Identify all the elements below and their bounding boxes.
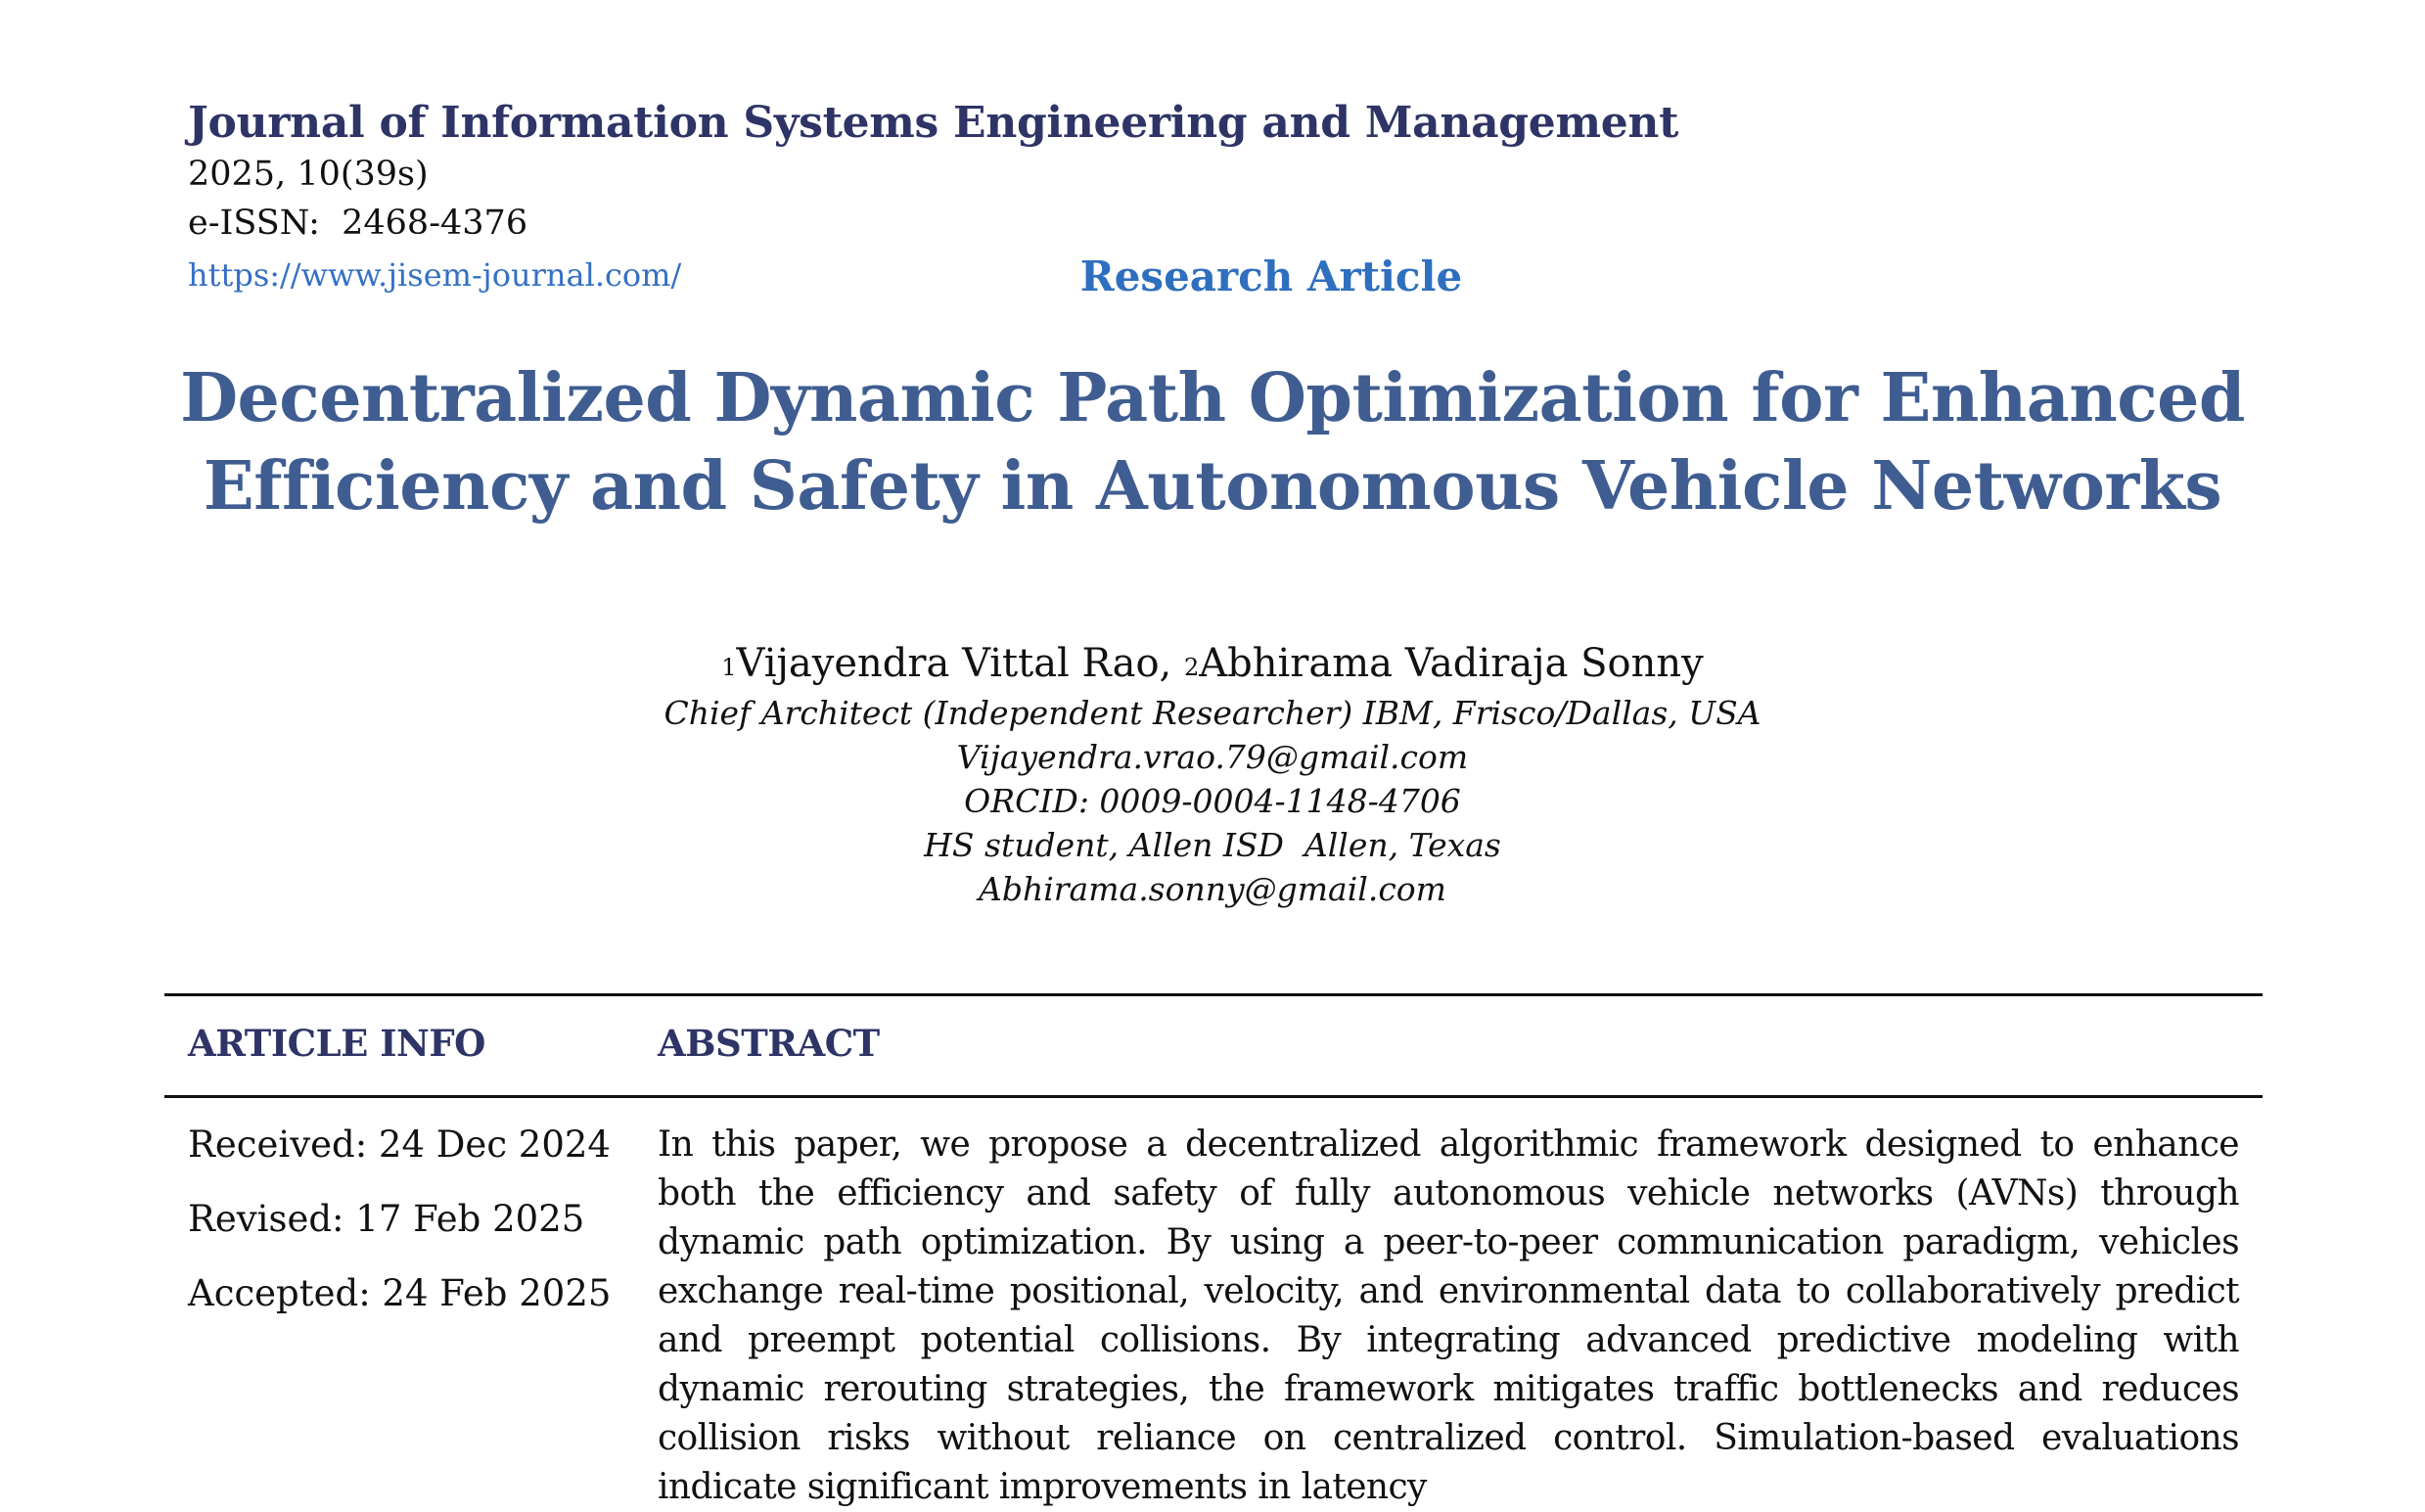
top-rule-divider bbox=[164, 993, 2263, 996]
paper-title-line-2: Efficiency and Safety in Autonomous Vehicle Networks bbox=[203, 447, 2222, 526]
author-2-name: Abhirama Vadiraja Sonny bbox=[1199, 641, 1704, 686]
accepted-date: Accepted: 24 Feb 2025 bbox=[188, 1272, 612, 1314]
journal-name: Journal of Information Systems Engineering and Management bbox=[188, 98, 1679, 148]
paper-title-line-1: Decentralized Dynamic Path Optimization for Enhanced bbox=[180, 359, 2245, 437]
journal-url-link[interactable]: https://www.jisem-journal.com/ bbox=[188, 256, 682, 294]
author-1-email[interactable]: Vijayendra.vrao.79@gmail.com bbox=[956, 738, 1469, 776]
abstract-heading: ABSTRACT bbox=[658, 1022, 880, 1065]
article-type-label: Research Article bbox=[1079, 252, 1463, 300]
author-2-mark: 2 bbox=[1183, 654, 1200, 681]
revised-date: Revised: 17 Feb 2025 bbox=[188, 1198, 585, 1240]
author-1-name: Vijayendra Vittal Rao, bbox=[736, 641, 1184, 686]
abstract-text: In this paper, we propose a decentralized algorithmic framework designed to enhance both the efficiency and safety of fully autonomous vehicle networks (AVNs) through dynamic path optimization. By using a peer-to-peer communication paradigm, vehicles exchange real-time positional, velocity, and environmental data to collaboratively predict and preempt potential collisions. By integrating advanced predictive modeling with dynamic rerouting strategies, the framework mitigates traffic bottlenecks and reduces collision risks without reliance on centralized control. Simulation-based evaluations indicate significant improvements in latency bbox=[658, 1124, 2239, 1507]
affiliation-1: Chief Architect (Independent Researcher) IBM, Frisco/Dallas, USA bbox=[663, 694, 1762, 732]
author-block bbox=[0, 636, 2425, 911]
article-info-heading: ARTICLE INFO bbox=[188, 1022, 485, 1065]
abstract-body bbox=[658, 1121, 2239, 1512]
affiliation-2: HS student, Allen ISD Allen, Texas bbox=[924, 826, 1501, 864]
author-1-orcid: ORCID: 0009-0004-1148-4706 bbox=[964, 782, 1461, 820]
author-2-email[interactable]: Abhirama.sonny@gmail.com bbox=[979, 870, 1446, 908]
volume-issue: 2025, 10(39s) bbox=[188, 155, 429, 194]
eissn: e-ISSN: 2468-4376 bbox=[188, 204, 528, 243]
paper-title bbox=[0, 354, 2425, 530]
article-dates bbox=[188, 1118, 611, 1341]
header-bottom-rule-divider bbox=[164, 1095, 2263, 1098]
author-1-mark: 1 bbox=[721, 654, 737, 681]
author-names bbox=[0, 636, 2425, 691]
received-date: Received: 24 Dec 2024 bbox=[188, 1123, 611, 1166]
